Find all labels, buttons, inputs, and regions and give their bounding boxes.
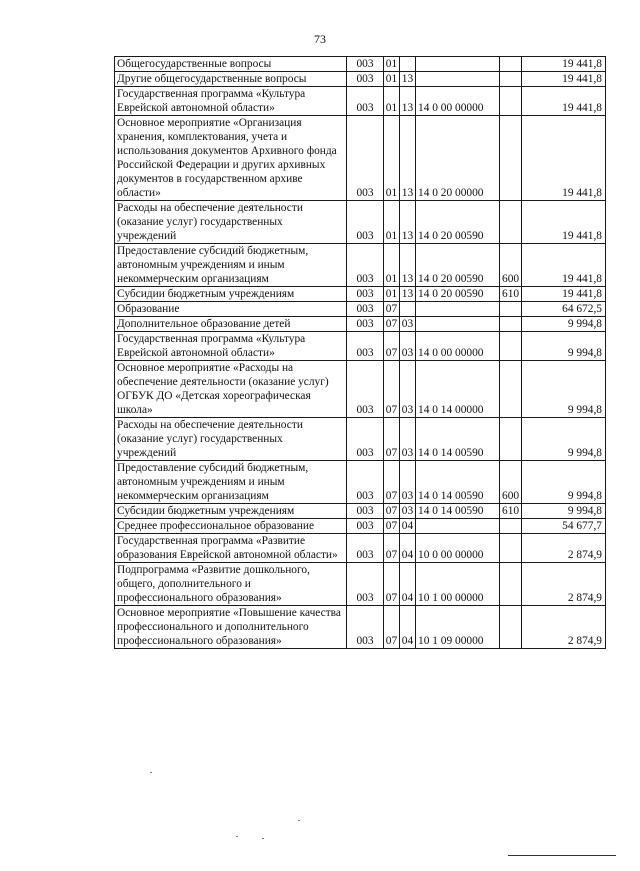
ved-code: 003 [347, 519, 384, 534]
section-code: 07 [384, 519, 400, 534]
ved-code: 003 [347, 317, 384, 332]
target-article-code: 10 0 00 00000 [416, 534, 500, 563]
expense-type-code [500, 332, 522, 361]
item-name: Расходы на обеспечение деятельности (оказание услуг) государственных учреждений [115, 418, 347, 461]
table-row [115, 287, 606, 302]
subsection-code: 04 [400, 534, 416, 563]
ved-code: 003 [347, 57, 384, 72]
section-code: 01 [384, 244, 400, 287]
amount: 64 672,5 [522, 302, 606, 317]
page-number: 73 [314, 32, 326, 46]
table-row [115, 519, 606, 534]
item-name: Образование [115, 302, 347, 317]
target-article-code: 14 0 20 00000 [416, 116, 500, 201]
budget-table-body [115, 57, 606, 649]
section-code: 07 [384, 504, 400, 519]
table-row [115, 563, 606, 606]
amount: 2 874,9 [522, 606, 606, 649]
target-article-code: 14 0 20 00590 [416, 201, 500, 244]
subsection-code: 13 [400, 201, 416, 244]
ved-code: 003 [347, 244, 384, 287]
scan-speck [262, 838, 264, 839]
item-name: Субсидии бюджетным учреждениям [115, 504, 347, 519]
expense-type-code [500, 302, 522, 317]
ved-code: 003 [347, 504, 384, 519]
target-article-code [416, 317, 500, 332]
table-row [115, 361, 606, 418]
ved-code: 003 [347, 534, 384, 563]
table-row [115, 418, 606, 461]
amount: 9 994,8 [522, 418, 606, 461]
amount: 9 994,8 [522, 461, 606, 504]
amount: 19 441,8 [522, 244, 606, 287]
amount: 19 441,8 [522, 116, 606, 201]
section-code: 01 [384, 72, 400, 87]
target-article-code [416, 519, 500, 534]
amount: 19 441,8 [522, 87, 606, 116]
subsection-code [400, 302, 416, 317]
target-article-code [416, 302, 500, 317]
table-row [115, 504, 606, 519]
subsection-code: 03 [400, 332, 416, 361]
expense-type-code: 600 [500, 461, 522, 504]
table-row [115, 534, 606, 563]
section-code: 07 [384, 332, 400, 361]
expense-type-code: 610 [500, 287, 522, 302]
table-row [115, 201, 606, 244]
item-name: Другие общегосударственные вопросы [115, 72, 347, 87]
amount: 9 994,8 [522, 317, 606, 332]
subsection-code: 03 [400, 504, 416, 519]
target-article-code: 14 0 14 00590 [416, 461, 500, 504]
ved-code: 003 [347, 563, 384, 606]
item-name: Основное мероприятие «Повышение качества профессионального и дополнительного профессионального образования» [115, 606, 347, 649]
item-name: Основное мероприятие «Организация хранения, комплектования, учета и использования документов Архивного фонда Российской Федерации и других архивных документов в государственном архиве области» [115, 116, 347, 201]
scan-speck [236, 836, 238, 837]
table-row [115, 116, 606, 201]
expense-type-code [500, 534, 522, 563]
table-row [115, 87, 606, 116]
subsection-code: 03 [400, 361, 416, 418]
ved-code: 003 [347, 461, 384, 504]
ved-code: 003 [347, 302, 384, 317]
target-article-code: 10 1 00 00000 [416, 563, 500, 606]
subsection-code: 13 [400, 72, 416, 87]
amount: 9 994,8 [522, 361, 606, 418]
item-name: Расходы на обеспечение деятельности (оказание услуг) государственных учреждений [115, 201, 347, 244]
subsection-code: 13 [400, 244, 416, 287]
ved-code: 003 [347, 606, 384, 649]
subsection-code: 13 [400, 116, 416, 201]
target-article-code: 14 0 20 00590 [416, 244, 500, 287]
section-code: 01 [384, 287, 400, 302]
expense-type-code [500, 606, 522, 649]
target-article-code: 14 0 20 00590 [416, 287, 500, 302]
section-code: 07 [384, 563, 400, 606]
expense-type-code: 610 [500, 504, 522, 519]
scan-speck [298, 820, 300, 821]
subsection-code: 04 [400, 606, 416, 649]
amount: 9 994,8 [522, 504, 606, 519]
subsection-code: 03 [400, 418, 416, 461]
table-row [115, 244, 606, 287]
section-code: 07 [384, 418, 400, 461]
ved-code: 003 [347, 361, 384, 418]
target-article-code [416, 72, 500, 87]
item-name: Предоставление субсидий бюджетным, автономным учреждениям и иным некоммерческим организациям [115, 461, 347, 504]
expense-type-code [500, 87, 522, 116]
table-row [115, 461, 606, 504]
amount: 19 441,8 [522, 72, 606, 87]
item-name: Подпрограмма «Развитие дошкольного, общего, дополнительного и профессионального образования» [115, 563, 347, 606]
table-row [115, 57, 606, 72]
footer-rule [508, 855, 616, 856]
table-row [115, 72, 606, 87]
table-row [115, 302, 606, 317]
item-name: Дополнительное образование детей [115, 317, 347, 332]
target-article-code: 14 0 00 00000 [416, 87, 500, 116]
subsection-code: 13 [400, 87, 416, 116]
target-article-code: 14 0 14 00590 [416, 418, 500, 461]
item-name: Среднее профессиональное образование [115, 519, 347, 534]
section-code: 07 [384, 317, 400, 332]
subsection-code [400, 57, 416, 72]
expense-type-code [500, 201, 522, 244]
subsection-code: 04 [400, 563, 416, 606]
section-code: 07 [384, 606, 400, 649]
expense-type-code [500, 519, 522, 534]
section-code: 07 [384, 361, 400, 418]
expense-type-code: 600 [500, 244, 522, 287]
target-article-code: 14 0 00 00000 [416, 332, 500, 361]
item-name: Субсидии бюджетным учреждениям [115, 287, 347, 302]
expense-type-code [500, 563, 522, 606]
item-name: Государственная программа «Культура Еврейской автономной области» [115, 332, 347, 361]
table-row [115, 606, 606, 649]
subsection-code: 04 [400, 519, 416, 534]
amount: 9 994,8 [522, 332, 606, 361]
item-name: Предоставление субсидий бюджетным, автономным учреждениям и иным некоммерческим организациям [115, 244, 347, 287]
amount: 19 441,8 [522, 287, 606, 302]
target-article-code: 10 1 09 00000 [416, 606, 500, 649]
section-code: 01 [384, 116, 400, 201]
expense-type-code [500, 72, 522, 87]
item-name: Государственная программа «Развитие образования Еврейской автономной области» [115, 534, 347, 563]
ved-code: 003 [347, 201, 384, 244]
amount: 2 874,9 [522, 534, 606, 563]
expense-type-code [500, 57, 522, 72]
ved-code: 003 [347, 87, 384, 116]
ved-code: 003 [347, 332, 384, 361]
scan-speck [150, 772, 152, 773]
section-code: 01 [384, 201, 400, 244]
ved-code: 003 [347, 72, 384, 87]
amount: 2 874,9 [522, 563, 606, 606]
item-name: Основное мероприятие «Расходы на обеспечение деятельности (оказание услуг) ОГБУК ДО «Детская хореографическая школа» [115, 361, 347, 418]
expense-type-code [500, 361, 522, 418]
expense-type-code [500, 116, 522, 201]
subsection-code: 13 [400, 287, 416, 302]
ved-code: 003 [347, 418, 384, 461]
expense-type-code [500, 418, 522, 461]
target-article-code: 14 0 14 00000 [416, 361, 500, 418]
section-code: 07 [384, 302, 400, 317]
subsection-code: 03 [400, 461, 416, 504]
amount: 19 441,8 [522, 201, 606, 244]
section-code: 01 [384, 57, 400, 72]
section-code: 07 [384, 461, 400, 504]
target-article-code: 14 0 14 00590 [416, 504, 500, 519]
budget-table [114, 56, 606, 649]
table-row [115, 317, 606, 332]
section-code: 07 [384, 534, 400, 563]
ved-code: 003 [347, 287, 384, 302]
subsection-code: 03 [400, 317, 416, 332]
item-name: Государственная программа «Культура Еврейской автономной области» [115, 87, 347, 116]
amount: 19 441,8 [522, 57, 606, 72]
table-row [115, 332, 606, 361]
section-code: 01 [384, 87, 400, 116]
amount: 54 677,7 [522, 519, 606, 534]
target-article-code [416, 57, 500, 72]
ved-code: 003 [347, 116, 384, 201]
expense-type-code [500, 317, 522, 332]
item-name: Общегосударственные вопросы [115, 57, 347, 72]
